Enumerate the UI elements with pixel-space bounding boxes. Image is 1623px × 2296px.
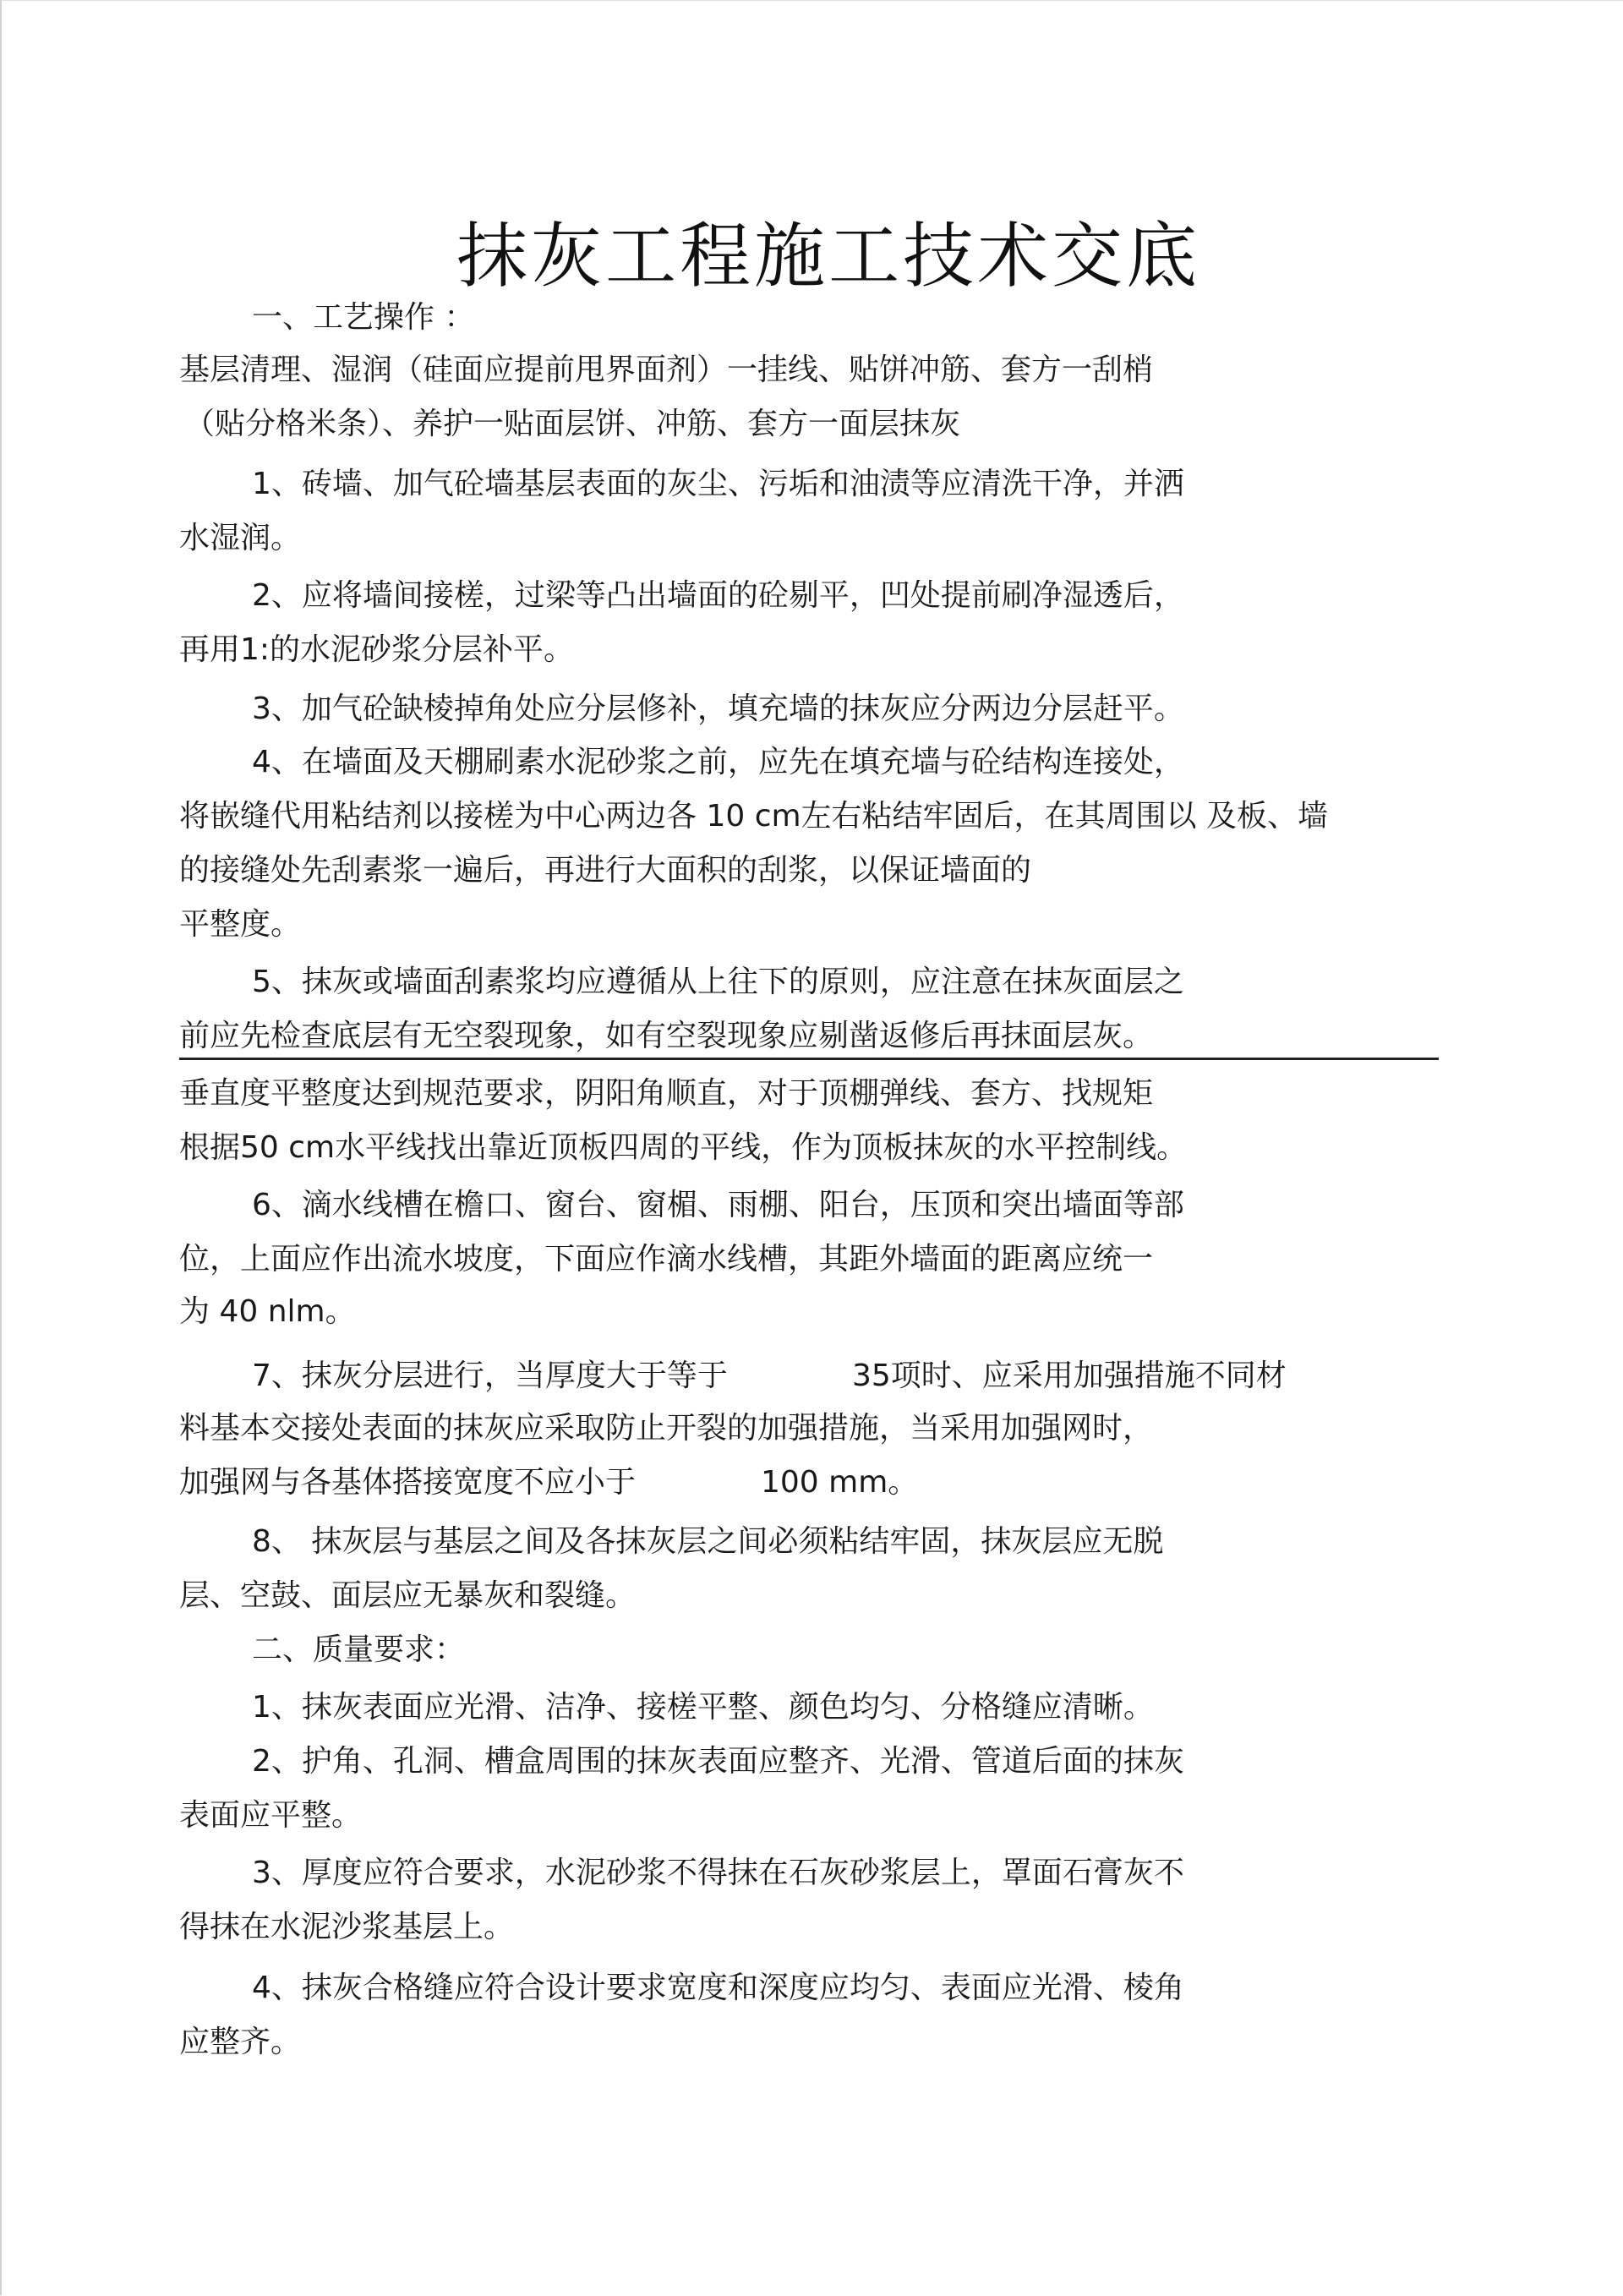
text-line: 2、应将墙间接槎，过梁等凸出墙面的砼剔平，凹处提前刷净湿透后， [252,578,1184,613]
text-line: 100 mm。 [761,1465,919,1500]
text-line: 4、在墙面及天棚刷素水泥砂浆之前，应先在填充墙与砼结构连接处， [252,745,1184,779]
text-line: 平整度。 [179,907,302,942]
section-heading-process: 一、工艺操作 ： [252,300,475,335]
text-line: 7、抹灰分层进行，当厚度大于等于 [252,1358,728,1393]
horizontal-rule [179,1058,1439,1060]
text-line: 料基本交接处表面的抹灰应采取防止开裂的加强措施，当采用加强网时， [179,1411,1154,1446]
text-line: 6、滴水线槽在檐口、窗台、窗楣、雨棚、阳台，压顶和突出墙面等部 [252,1188,1184,1222]
text-line: 垂直度平整度达到规范要求，阴阳角顺直，对于顶棚弹线、套方、找规矩 [179,1076,1154,1111]
text-line: 1、砖墙、加气砼墙基层表面的灰尘、污垢和油渍等应清洗干净，并洒 [252,467,1184,501]
text-line: 前应先检查底层有无空裂现象，如有空裂现象应剔凿返修后再抹面层灰。 [179,1019,1154,1053]
text-line: 2、护角、孔洞、槽盒周围的抹灰表面应整齐、光滑、管道后面的抹灰 [252,1744,1184,1779]
text-line: 得抹在水泥沙浆基层上。 [179,1910,515,1944]
text-line: 1、抹灰表面应光滑、洁净、接槎平整、颜色均匀、分格缝应清晰。 [252,1690,1154,1725]
section-heading-quality: 二、质量要求： [252,1632,466,1667]
text-line: （贴分格米条）、养护一贴面层饼、冲筋、套方一面层抹灰 [184,407,961,441]
text-line: 根据50 cm水平线找出靠近顶板四周的平线，作为顶板抹灰的水平控制线。 [179,1130,1188,1165]
text-line: 将嵌缝代用粘结剂以接槎为中心两边各 10 cm左右粘结牢固后，在其周围以 及板、墙 [179,799,1329,834]
text-line: 基层清理、湿润（硅面应提前甩界面剂）一挂线、贴饼冲筋、套方一刮梢 [179,353,1154,387]
text-line: 表面应平整。 [179,1798,363,1833]
text-line: 应整齐。 [179,2025,302,2059]
text-line: 4、抹灰合格缝应符合设计要求宽度和深度应均匀、表面应光滑、棱角 [252,1971,1184,2005]
text-line: 加强网与各基体搭接宽度不应小于 [179,1465,637,1500]
text-line: 5、抹灰或墙面刮素浆均应遵循从上往下的原则，应注意在抹灰面层之 [252,965,1184,999]
text-line: 3、加气砼缺棱掉角处应分层修补，填充墙的抹灰应分两边分层赶平。 [252,692,1184,726]
text-line: 再用1:的水泥砂浆分层补平。 [179,632,575,667]
text-line: 35项时、应采用加强措施不同材 [852,1358,1287,1393]
document-title: 抹灰工程施工技术交底 [456,215,1200,298]
text-line: 层、空鼓、面层应无暴灰和裂缝。 [179,1578,637,1613]
text-line: 水湿润。 [179,521,302,555]
text-line: 位，上面应作出流水坡度，下面应作滴水线槽，其距外墙面的距离应统一 [179,1242,1154,1276]
text-line: 8、 抹灰层与基层之间及各抹灰层之间必须粘结牢固，抹灰层应无脱 [252,1524,1164,1559]
text-line: 为 40 nlm。 [179,1294,356,1329]
text-line: 的接缝处先刮素浆一遍后，再进行大面积的刮浆，以保证墙面的 [179,853,1032,888]
text-line: 3、厚度应符合要求，水泥砂浆不得抹在石灰砂浆层上，罩面石膏灰不 [252,1856,1184,1890]
